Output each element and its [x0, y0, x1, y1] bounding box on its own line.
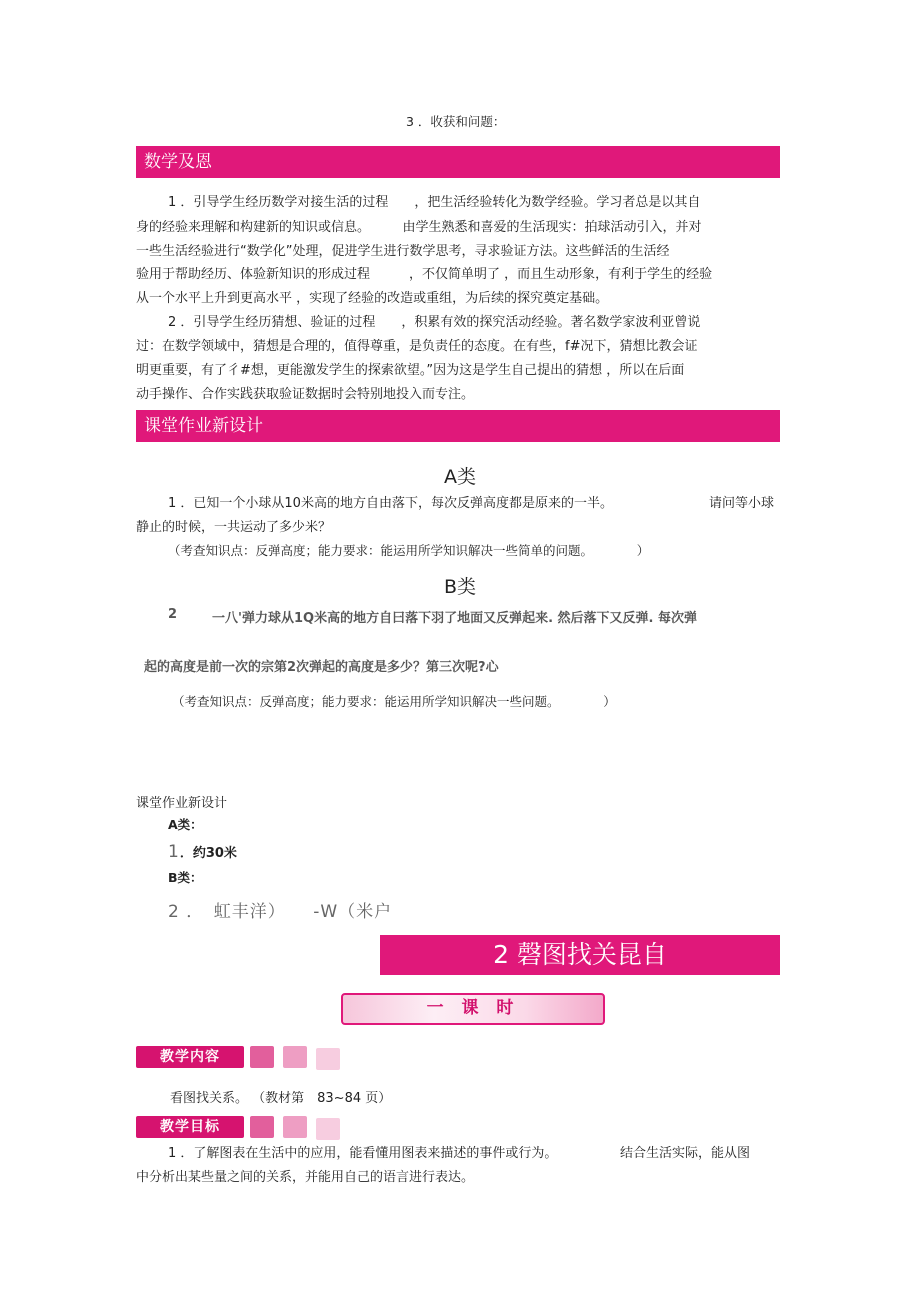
para2-line1: 2 ．引导学生经历猜想、验证的过程 ，积累有效的探究活动经验。著名数学家波利亚曾说 [168, 315, 701, 330]
para1-line4: 验用于帮助经历、体验新知识的形成过程 ，不仅简单明了 ，而且生动形象，有利于学生的经验 [136, 267, 713, 282]
answers-title: 课堂作业新设计 [136, 796, 228, 811]
decor-square-2 [283, 1046, 307, 1068]
a-note: （考查知识点：反弹高度；能力要求：能运用所学知识解决一些简单的问题。 ） [168, 543, 650, 558]
b-note: （考查知识点：反弹高度；能力要求：能运用所学知识解决一些问题。 ） [172, 694, 616, 709]
goal-line1: 1 ．了解图表在生活中的应用，能看懂用图表来描述的事件或行为。 [168, 1146, 558, 1161]
para2-line3: 明更重要，有了彳#想，更能激发学生的探索欲望。”因为这是学生自己提出的猜想 ，所以在后面 [136, 363, 685, 378]
teaching-content-text: 看图找关系。 （教材第 83~84 页） [170, 1091, 392, 1106]
b-question-number: 2 [168, 607, 178, 622]
tag-teaching-goals: 教学目标 [136, 1116, 244, 1138]
para1-line3: 一些生活经验进行“数学化”处理，促进学生进行数学思考，寻求验证方法。这些鲜活的生活经 [136, 244, 670, 259]
para1-line1: 1 ．引导学生经历数学对接生活的过程 ，把生活经验转化为数学经验。学习者总是以其自 [168, 195, 701, 210]
class-b-heading: B类 [443, 576, 477, 598]
answers-a1 [168, 842, 237, 862]
answers-b-label: B类： [168, 870, 203, 885]
para1-line5: 从一个水平上升到更高水平 ，实现了经验的改造或重组，为后续的探究奠定基础。 [136, 291, 609, 306]
decor-square-5 [283, 1116, 307, 1138]
answers-a1-text: ．约30米 [179, 846, 237, 861]
answers-a1-number: 1 [168, 842, 180, 862]
para1-line2: 身的经验来理解和构建新的知识或信息。 由学生熟悉和喜爱的生活现实：拍球活动引入，并对 [136, 220, 702, 235]
para2-line4: 动手操作、合作实践获取验证数据时会特别地投入而专注。 [136, 387, 475, 402]
a-question-line1: 1 ．已知一个小球从10米高的地方自由落下，每次反弹高度都是原来的一半。 [168, 496, 613, 511]
section-heading: 3 ．收获和问题： [406, 114, 506, 129]
b-question-line1: 一八'弹力球从1Q米高的地方自曰落下羽了地面又反弹起来. 然后落下又反弹. 每次弹 [212, 611, 698, 626]
class-a-heading: A类 [444, 466, 476, 488]
a-question-line2: 静止的时候，一共运动了多少米？ [136, 520, 332, 535]
tag-teaching-content: 教学内容 [136, 1046, 244, 1068]
answers-b2: 2 ． 虹丰洋） -W（米户 [168, 902, 393, 922]
chapter-title: 2 磬图找关昆自 [493, 940, 667, 969]
para2-line2: 过：在数学领域中，猜想是合理的，值得尊重，是负责任的态度。在有些，f#况下，猜想比教会证 [136, 339, 698, 354]
a-question-line1-tail: 请问等小球 [709, 496, 775, 511]
goal-line1-tail: 结合生活实际，能从图 [620, 1146, 751, 1161]
goal-line2: 中分析出某些量之间的关系，并能用自己的语言进行表达。 [136, 1170, 475, 1185]
answers-a-label: A类： [168, 817, 203, 832]
banner-homework: 课堂作业新设计 [136, 410, 780, 442]
decor-square-6 [316, 1118, 340, 1140]
decor-square-4 [250, 1116, 274, 1138]
banner-reflection: 数学及恩 [136, 146, 780, 178]
decor-square-3 [316, 1048, 340, 1070]
lesson-title: 一 课 时 [426, 998, 520, 1018]
b-question-line2: 起的高度是前一次的宗第2次弹起的高度是多少？第三次呢?心 [144, 660, 499, 675]
decor-square-1 [250, 1046, 274, 1068]
